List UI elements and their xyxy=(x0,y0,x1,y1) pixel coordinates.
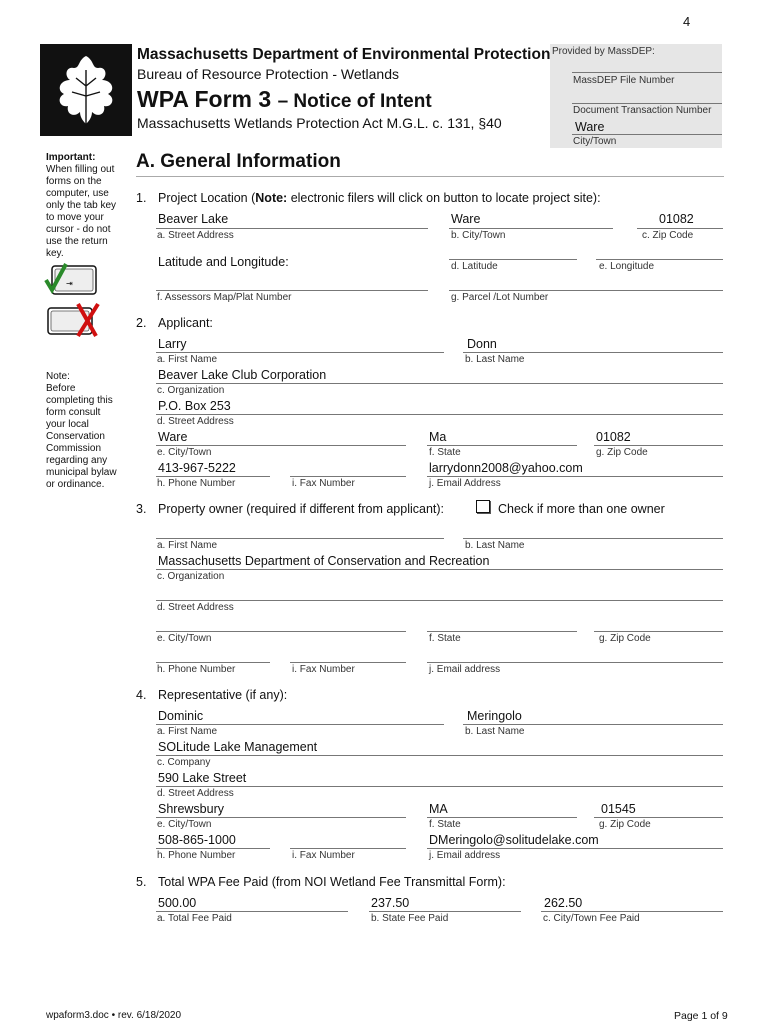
q3-city-line xyxy=(156,631,406,632)
return-key-x-icon xyxy=(44,302,104,343)
q4-street-label: d. Street Address xyxy=(157,788,234,799)
q1-city-label: b. City/Town xyxy=(451,230,506,241)
q3-email-label: j. Email address xyxy=(429,664,501,675)
q4-num: 4. xyxy=(136,688,147,702)
q1-lat-line xyxy=(449,259,577,260)
q4-street-value[interactable]: 590 Lake Street xyxy=(158,771,247,785)
q4-company-line xyxy=(156,755,723,756)
q4-last-label: b. Last Name xyxy=(465,726,525,737)
file-number-line xyxy=(572,72,722,73)
q2-state-value[interactable]: Ma xyxy=(429,430,447,444)
important-text: When filling out forms on the computer, use only the tab key to move your cursor - do not use the return key. xyxy=(46,164,117,259)
q2-phone-line xyxy=(156,476,270,477)
q4-zip-line xyxy=(594,817,723,818)
q1-latlong-label: Latitude and Longitude: xyxy=(158,255,289,269)
q3-street-label: d. Street Address xyxy=(157,602,234,613)
q5-state-fee-value[interactable]: 237.50 xyxy=(371,896,410,910)
provided-city-value[interactable]: Ware xyxy=(575,120,605,134)
q5-state-fee-label: b. State Fee Paid xyxy=(371,913,449,924)
q1-label-pre: Project Location ( xyxy=(158,191,256,205)
q1-long-label: e. Longitude xyxy=(599,261,655,272)
bylaw-note xyxy=(46,371,118,491)
q2-city-value[interactable]: Ware xyxy=(158,430,188,444)
q2-org-value[interactable]: Beaver Lake Club Corporation xyxy=(158,368,327,382)
q4-city-line xyxy=(156,817,406,818)
q1-zip-value[interactable]: 01082 xyxy=(659,212,694,226)
q5-label: Total WPA Fee Paid (from NOI Wetland Fee Transmittal Form): xyxy=(158,875,506,889)
q2-last-line xyxy=(463,352,723,353)
section-a-title: A. General Information xyxy=(136,151,341,172)
q1-label-post: electronic filers will click on button to locate project site): xyxy=(287,191,601,205)
q3-zip-label: g. Zip Code xyxy=(599,633,651,644)
q2-first-line xyxy=(156,352,444,353)
q2-org-label: c. Organization xyxy=(157,385,225,396)
q4-city-label: e. City/Town xyxy=(157,819,212,830)
q4-company-label: c. Company xyxy=(157,757,211,768)
q2-state-label: f. State xyxy=(429,447,461,458)
q4-zip-value[interactable]: 01545 xyxy=(601,802,636,816)
q3-fax-line xyxy=(290,662,406,663)
q4-email-value[interactable]: DMeringolo@solitudelake.com xyxy=(429,833,599,847)
q2-num: 2. xyxy=(136,316,147,330)
note-text: Before completing this form consult your local Conservation Commission regarding any municipal bylaw or ordinance. xyxy=(46,383,117,490)
q4-state-line xyxy=(427,817,577,818)
page-number: 4 xyxy=(683,14,691,29)
provided-city-label: City/Town xyxy=(573,136,617,147)
q3-last-line xyxy=(463,538,723,539)
q4-state-label: f. State xyxy=(429,819,461,830)
footer-doc-rev: wpaform3.doc • rev. 6/18/2020 xyxy=(46,1010,182,1021)
q2-phone-value[interactable]: 413-967-5222 xyxy=(158,461,236,475)
q1-street-label: a. Street Address xyxy=(157,230,234,241)
q4-state-value[interactable]: MA xyxy=(429,802,448,816)
q3-last-label: b. Last Name xyxy=(465,540,525,551)
q5-total-label: a. Total Fee Paid xyxy=(157,913,232,924)
q3-org-value[interactable]: Massachusetts Department of Conservation and Recreation xyxy=(158,554,490,568)
more-owners-checkbox[interactable] xyxy=(476,500,490,513)
q4-first-label: a. First Name xyxy=(157,726,218,737)
q1-street-value[interactable]: Beaver Lake xyxy=(158,212,229,226)
q5-city-fee-label: c. City/Town Fee Paid xyxy=(543,913,640,924)
q3-first-label: a. First Name xyxy=(157,540,218,551)
q3-label: Property owner (required if different from applicant): xyxy=(158,502,445,516)
dept-name: Massachusetts Department of Environmental Protection xyxy=(137,46,551,63)
q2-email-value[interactable]: larrydonn2008@yahoo.com xyxy=(429,461,583,475)
q1-map-label: f. Assessors Map/Plat Number xyxy=(157,292,292,303)
q5-total-line xyxy=(156,911,348,912)
q2-street-label: d. Street Address xyxy=(157,416,234,427)
q1-city-value[interactable]: Ware xyxy=(451,212,481,226)
q4-company-value[interactable]: SOLitude Lake Management xyxy=(158,740,318,754)
provided-city-line xyxy=(572,134,722,135)
q3-fax-label: i. Fax Number xyxy=(292,664,355,675)
q3-org-line xyxy=(156,569,723,570)
doc-txn-line xyxy=(572,103,722,104)
file-number-label: MassDEP File Number xyxy=(573,75,675,86)
q3-first-line xyxy=(156,538,444,539)
q2-city-label: e. City/Town xyxy=(157,447,212,458)
q3-org-label: c. Organization xyxy=(157,571,225,582)
q5-total-value[interactable]: 500.00 xyxy=(158,896,197,910)
q2-email-line xyxy=(427,476,723,477)
q2-org-line xyxy=(156,383,723,384)
q4-first-value[interactable]: Dominic xyxy=(158,709,204,723)
q3-num: 3. xyxy=(136,502,147,516)
q3-city-label: e. City/Town xyxy=(157,633,212,644)
important-title: Important: xyxy=(46,152,96,163)
doc-txn-label: Document Transaction Number xyxy=(573,105,712,116)
q5-state-fee-line xyxy=(369,911,521,912)
q5-city-fee-line xyxy=(541,911,723,912)
q4-fax-line xyxy=(290,848,406,849)
q3-state-line xyxy=(427,631,577,632)
q1-city-line xyxy=(449,228,613,229)
q1-parcel-label: g. Parcel /Lot Number xyxy=(451,292,549,303)
q2-first-label: a. First Name xyxy=(157,354,218,365)
q4-first-line xyxy=(156,724,444,725)
q2-phone-label: h. Phone Number xyxy=(157,478,236,489)
q1-label xyxy=(158,191,601,205)
q1-zip-label: c. Zip Code xyxy=(642,230,694,241)
q3-email-line xyxy=(427,662,723,663)
q2-city-line xyxy=(156,445,406,446)
q4-phone-label: h. Phone Number xyxy=(157,850,236,861)
provided-by-label: Provided by MassDEP: xyxy=(552,46,655,57)
q1-street-line xyxy=(156,228,428,229)
q2-zip-label: g. Zip Code xyxy=(596,447,648,458)
q1-lat-label: d. Latitude xyxy=(451,261,498,272)
q2-label: Applicant: xyxy=(158,316,213,330)
q2-zip-value[interactable]: 01082 xyxy=(596,430,631,444)
q4-street-line xyxy=(156,786,723,787)
q2-state-line xyxy=(427,445,577,446)
q2-street-value[interactable]: P.O. Box 253 xyxy=(158,399,231,413)
q1-zip-line xyxy=(637,228,723,229)
q1-parcel-line xyxy=(449,290,723,291)
q1-long-line xyxy=(596,259,723,260)
q4-label: Representative (if any): xyxy=(158,688,288,702)
bureau-name: Bureau of Resource Protection - Wetlands xyxy=(137,66,399,82)
q2-fax-label: i. Fax Number xyxy=(292,478,355,489)
q2-last-value[interactable]: Donn xyxy=(467,337,497,351)
form-title xyxy=(137,86,432,113)
q4-phone-value[interactable]: 508-865-1000 xyxy=(158,833,236,847)
note-title: Note: xyxy=(46,371,70,382)
q3-state-label: f. State xyxy=(429,633,461,644)
q2-zip-line xyxy=(594,445,723,446)
q3-zip-line xyxy=(594,631,723,632)
more-owners-label: Check if more than one owner xyxy=(498,502,665,516)
act-reference: Massachusetts Wetlands Protection Act M.G.L. c. 131, §40 xyxy=(137,115,502,131)
q2-fax-line xyxy=(290,476,406,477)
q3-street-line xyxy=(156,600,723,601)
q4-fax-label: i. Fax Number xyxy=(292,850,355,861)
tab-key-check-icon xyxy=(44,262,100,303)
q4-last-line xyxy=(463,724,723,725)
q3-phone-label: h. Phone Number xyxy=(157,664,236,675)
q4-email-label: j. Email address xyxy=(429,850,501,861)
q1-label-bold: Note: xyxy=(255,191,288,205)
q4-zip-label: g. Zip Code xyxy=(599,819,651,830)
q5-num: 5. xyxy=(136,875,147,889)
q2-first-value[interactable]: Larry xyxy=(158,337,187,351)
form-title-sub: – Notice of Intent xyxy=(277,91,432,112)
q2-last-label: b. Last Name xyxy=(465,354,525,365)
q2-email-label: j. Email Address xyxy=(429,478,501,489)
q5-city-fee-value[interactable]: 262.50 xyxy=(544,896,583,910)
q1-map-line xyxy=(156,290,428,291)
svg-text:⇥: ⇥ xyxy=(66,279,73,288)
footer-page-of: Page 1 of 9 xyxy=(674,1010,728,1022)
q4-last-value[interactable]: Meringolo xyxy=(467,709,522,723)
q4-email-line xyxy=(427,848,723,849)
q2-street-line xyxy=(156,414,723,415)
q3-phone-line xyxy=(156,662,270,663)
oak-leaf-icon xyxy=(42,46,130,134)
massdep-logo xyxy=(40,44,132,136)
q1-num: 1. xyxy=(136,191,147,205)
important-note xyxy=(46,152,118,260)
q4-phone-line xyxy=(156,848,270,849)
form-title-main: WPA Form 3 xyxy=(137,86,272,112)
section-a-rule xyxy=(136,176,724,177)
q4-city-value[interactable]: Shrewsbury xyxy=(158,802,224,816)
